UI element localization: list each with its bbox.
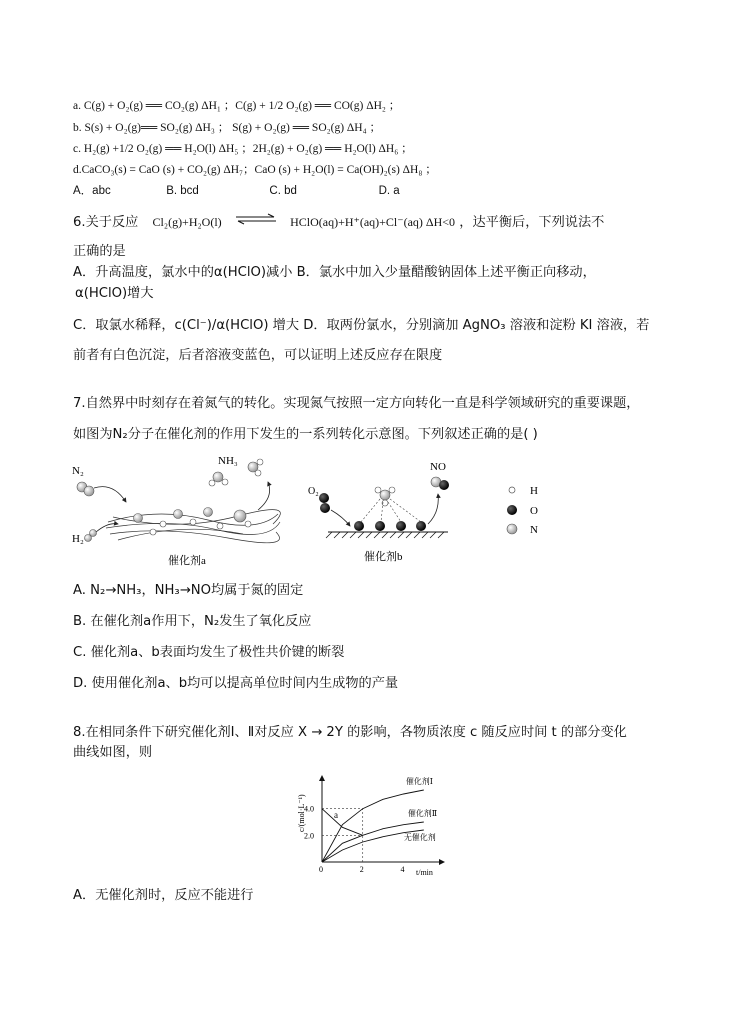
q5-option-c[interactable]: C. bd xyxy=(269,185,297,197)
q6-stem-line2: 正确的是 xyxy=(73,244,126,259)
y-tick-label: 4.0 xyxy=(304,804,314,814)
q6-option-cd[interactable]: C．取氯水稀释，c(Cl⁻)/α(HClO) 增大 D．取两份氯水，分别滴加 AgNO₃ 溶液和淀粉 KI 溶液，若 xyxy=(73,318,650,333)
x-tick-label: 4 xyxy=(400,865,405,874)
q6-option-d-cont: 前者有白色沉淀，后者溶液变蓝色，可以证明上述反应存在限度 xyxy=(73,348,443,363)
y-tick-label: 2.0 xyxy=(304,831,314,841)
nh3-on-catalyst-b xyxy=(375,487,395,506)
o-atom xyxy=(320,503,330,513)
concentration-time-chart xyxy=(290,770,450,882)
x-tick-label: 0 xyxy=(319,865,323,874)
series-label: 催化剂Ⅱ xyxy=(407,809,438,818)
n2-adsorb-arrow xyxy=(94,487,126,502)
q5-line-c: c. H₂(g) +1/2 O₂(g) ══ H₂O(l) ΔH₅ ；2H₂(g) + O₂(g) ══ H₂O(l) ΔH₆ ； xyxy=(73,143,413,155)
bond-dashes xyxy=(361,499,421,522)
catalyst-b-hatching xyxy=(326,532,444,538)
q7-option-c[interactable]: C. 催化剂a、b表面均发生了极性共价键的断裂 xyxy=(73,645,345,660)
n2-label: N₂ xyxy=(72,465,84,477)
catalyst-b-label: 催化剂b xyxy=(364,551,403,563)
q5-options xyxy=(73,184,400,198)
catalyst-b-surface-o-atoms xyxy=(354,521,426,531)
legend-h-icon xyxy=(509,487,515,493)
q7-stem-line2: 如图为N₂分子在催化剂的作用下发生的一系列转化示意图。下列叙述正确的是( ) xyxy=(73,427,538,442)
no-label: NO xyxy=(430,461,446,473)
equilibrium-arrow-icon xyxy=(234,213,278,231)
q6-equation-left: Cl₂(g)+H₂O(l) xyxy=(152,214,222,229)
legend-n-label: N xyxy=(530,524,538,536)
legend-o-icon xyxy=(507,505,517,515)
q6-stem xyxy=(73,213,604,231)
q6-stem-prefix: 6.关于反应 xyxy=(73,214,139,230)
n2-molecule-atom xyxy=(84,486,94,496)
series-label: 催化剂Ⅰ xyxy=(405,777,433,786)
q5-option-a[interactable]: A．abc xyxy=(73,185,111,197)
nh3-desorb-arrow xyxy=(258,482,270,510)
q5-line-b: b. S(s) + O₂(g)══ SO₂(g) ΔH₃ ； S(g) + O₂(g) ══ SO₂(g) ΔH₄ ； xyxy=(73,122,382,134)
y-axis-label: c/(mol·L⁻¹) xyxy=(297,794,306,832)
o-atom xyxy=(319,493,329,503)
q5-line-a: a. C(g) + O₂(g) ══ CO₂(g) ΔH₁ ；C(g) + 1/2 O₂(g) ══ CO(g) ΔH₂ ； xyxy=(73,100,401,112)
nitrogen-conversion-figure xyxy=(68,452,568,572)
x-axis-label: t/min xyxy=(416,868,433,877)
x-tick-label: 2 xyxy=(359,865,364,874)
no-o-atom xyxy=(439,480,449,490)
q8-stem-line2: 曲线如图，则 xyxy=(73,745,153,760)
q5-line-d: d.CaCO₃(s) = CaO (s) + CO₂(g) ΔH₇；CaO (s) + H₂O(l) = Ca(OH)₂(s) ΔH₈ ； xyxy=(73,164,437,176)
q6-stem-suffix: ，达平衡后，下列说法不 xyxy=(459,214,605,230)
q8-stem-line1: 8.在相同条件下研究催化剂Ⅰ、Ⅱ对反应 X → 2Y 的影响，各物质浓度 c 随反应时间 t 的部分变化 xyxy=(73,725,627,740)
q7-option-a[interactable]: A. N₂→NH₃，NH₃→NO均属于氮的固定 xyxy=(73,583,304,598)
series-line xyxy=(322,790,424,862)
series-line xyxy=(322,809,363,836)
series-line xyxy=(322,822,424,862)
series-label: 无催化剂 xyxy=(403,833,436,842)
q7-option-b[interactable]: B. 在催化剂a作用下，N₂发生了氧化反应 xyxy=(73,614,312,629)
h-atom xyxy=(90,530,97,537)
q7-stem-line1: 7.自然界中时刻存在着氮气的转化。实现氮气按照一定方向转化一直是科学领域研究的重要课题， xyxy=(73,396,640,411)
q6-option-ab[interactable]: A．升高温度，氯水中的α(HClO)减小 B．氯水中加入少量醋酸钠固体上述平衡正向移动， xyxy=(73,265,596,280)
catalyst-a-adsorbed-atoms xyxy=(134,508,252,536)
legend-o-label: O xyxy=(530,505,538,517)
catalyst-a-label: 催化剂a xyxy=(168,555,206,567)
q5-option-b[interactable]: B. bcd xyxy=(166,185,199,197)
o2-label: O₂ xyxy=(308,486,319,497)
o2-adsorb-arrow xyxy=(331,510,350,526)
q7-option-d[interactable]: D. 使用催化剂a、b均可以提高单位时间内生成物的产量 xyxy=(73,676,399,691)
legend-n-icon xyxy=(507,524,517,534)
catalyst-a-fibers xyxy=(106,510,280,543)
q6-equation-right: HClO(aq)+H⁺(aq)+Cl⁻(aq) ΔH<0 xyxy=(290,214,456,229)
no-desorb-arrow xyxy=(428,494,438,524)
point-a-label: a xyxy=(334,810,338,820)
q6-option-b-cont: α(HClO)增大 xyxy=(75,286,154,301)
nh3-label: NH₃ xyxy=(218,455,238,467)
q8-option-a[interactable]: A．无催化剂时，反应不能进行 xyxy=(73,888,254,903)
legend-h-label: H xyxy=(530,485,538,497)
h2-label: H₂ xyxy=(72,533,84,545)
q5-option-d[interactable]: D. a xyxy=(378,185,400,197)
